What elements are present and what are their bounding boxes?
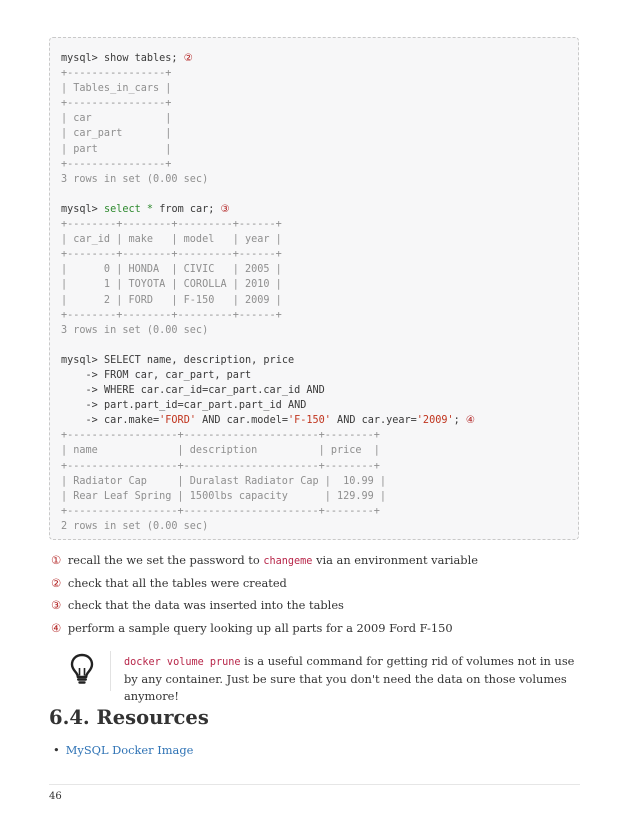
prompt: mysql> <box>61 354 98 366</box>
result-line: 2 rows in set (0.00 sec) <box>61 520 209 532</box>
result-line: 3 rows in set (0.00 sec) <box>61 173 209 185</box>
table-row: | car | <box>61 113 172 125</box>
section-heading: 6.4. Resources <box>49 706 209 729</box>
table-row: | car_part | <box>61 128 172 140</box>
callout-4: ④ <box>465 415 476 427</box>
query-line: SELECT name, description, price <box>103 354 295 366</box>
callout-marker: ④ <box>51 620 62 635</box>
string-literal: 'F-150' <box>287 415 331 427</box>
table-border: +------------------+----------------------+--------+ <box>61 430 380 442</box>
table-row: | 2 | FORD | F-150 | 2009 | <box>61 294 282 306</box>
note-text: perform a sample query looking up all parts for a 2009 Ford F-150 <box>67 620 453 635</box>
note-text: check that the data was inserted into the tables <box>67 598 344 612</box>
table-border: +----------------+ <box>61 158 172 170</box>
query-line: -> FROM car, car_part, part <box>85 369 252 381</box>
table-border: +--------+--------+---------+------+ <box>61 309 282 321</box>
table-row: | part | <box>61 143 172 155</box>
query-line: -> part.part_id=car_part.part_id AND <box>85 400 307 412</box>
callout-2: ② <box>183 53 193 64</box>
table-row: | Radiator Cap | Duralast Radiator Cap | 10.99 | <box>61 475 387 487</box>
callout-marker: ① <box>51 553 62 567</box>
table-row: | Rear Leaf Spring | 1500lbs capacity | 129.99 | <box>61 490 387 502</box>
query-line: -> car.make= <box>85 415 160 427</box>
tip-text <box>124 653 584 705</box>
note-text: recall the we set the password to <box>67 553 260 567</box>
result-line: 3 rows in set (0.00 sec) <box>61 324 209 336</box>
code-block <box>49 37 579 540</box>
note-1 <box>51 553 591 576</box>
tip-admonition <box>62 651 582 703</box>
tip-divider <box>110 651 111 691</box>
table-border: +------------------+----------------------+--------+ <box>61 505 380 517</box>
note-2 <box>51 576 591 599</box>
callout-marker: ② <box>51 575 62 590</box>
callout-3: ③ <box>220 203 230 215</box>
prompt: mysql> <box>61 203 98 215</box>
table-header: | Tables_in_cars | <box>61 83 172 95</box>
string-literal: 'FORD' <box>159 415 196 427</box>
query-line: ; <box>453 415 460 427</box>
command: from car; <box>159 203 215 215</box>
table-border: +--------+--------+---------+------+ <box>61 219 282 231</box>
bullet: • <box>53 743 60 757</box>
query-line: AND car.model= <box>195 415 288 427</box>
inline-code: changeme <box>263 556 313 567</box>
table-border: +------------------+----------------------+--------+ <box>61 460 380 472</box>
callout-marker: ③ <box>51 598 62 612</box>
note-3 <box>51 598 591 621</box>
code-listing <box>61 51 475 534</box>
footer-divider <box>49 784 580 785</box>
keyword-select: select <box>103 203 141 215</box>
table-row: | 1 | TOYOTA | COROLLA | 2010 | <box>61 279 282 291</box>
list-item <box>53 743 193 757</box>
mysql-docker-image-link[interactable]: MySQL Docker Image <box>65 743 194 757</box>
table-row: | 0 | HONDA | CIVIC | 2005 | <box>61 264 282 276</box>
prompt: mysql> <box>61 53 98 64</box>
lightbulb-icon <box>69 653 95 685</box>
table-header: | name | description | price | <box>61 445 380 457</box>
table-header: | car_id | make | model | year | <box>61 234 282 246</box>
tip-body: is a useful command for getting rid of volumes not in use by any container. Just be sure that you don't need the data on those volumes anymore! <box>124 654 575 703</box>
note-4 <box>51 621 591 644</box>
query-line: AND car.year= <box>330 415 417 427</box>
note-text: check that all the tables were created <box>67 575 287 590</box>
table-border: +----------------+ <box>61 68 172 80</box>
page-number: 46 <box>49 791 62 802</box>
table-border: +----------------+ <box>61 98 172 110</box>
callout-notes <box>51 553 591 643</box>
command: show tables; <box>103 53 178 64</box>
note-text: via an environment variable <box>316 553 478 567</box>
string-literal: '2009' <box>416 415 454 427</box>
query-line: -> WHERE car.car_id=car_part.car_id AND <box>85 385 325 397</box>
inline-code: docker volume prune <box>124 657 241 668</box>
keyword-star: * <box>146 203 154 215</box>
table-border: +--------+--------+---------+------+ <box>61 249 282 261</box>
resource-list <box>53 743 193 757</box>
